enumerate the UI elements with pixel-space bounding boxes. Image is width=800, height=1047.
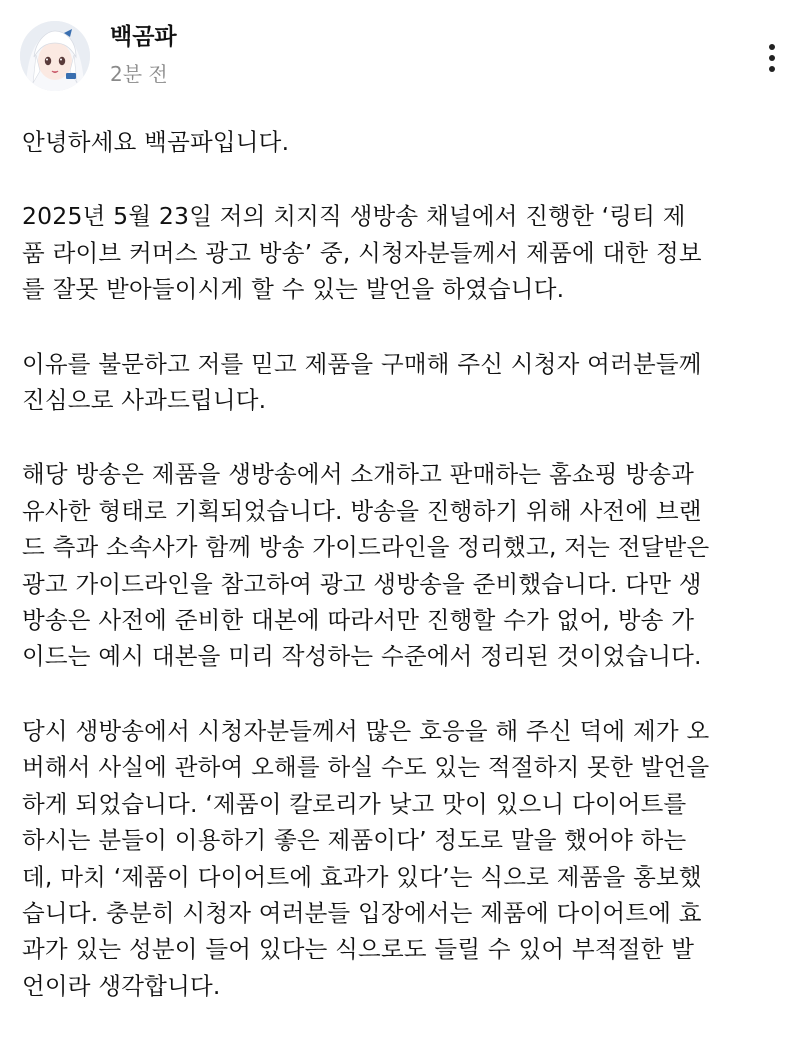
dot [769,44,775,50]
text-line: 2025년 5월 23일 저의 치지직 생방송 채널에서 진행한 ‘링티 제 [22,202,686,231]
dot [769,66,775,72]
text-line: 안녕하세요 백곰파입니다. [22,128,290,156]
text-line: 데, 마치 ‘제품이 다이어트에 효과가 있다’는 식으로 제품을 홍보했 [22,862,702,891]
text-line: 이유를 불문하고 저를 믿고 제품을 구매해 주신 시청자 여러분들께 [22,349,702,378]
avatar-image [20,21,90,91]
paragraph-incident [22,198,784,307]
author-name[interactable]: 백곰파 [110,24,177,50]
text-line: 하시는 분들이 이용하기 좋은 제품이다’ 정도로 말을 했어야 하는 [22,826,687,855]
text-line: 진심으로 사과드립니다. [22,386,267,415]
text-line: 당시 생방송에서 시청자분들께서 많은 호응을 해 주신 덕에 제가 오 [22,716,710,745]
text-line: 버해서 사실에 관하여 오해를 하실 수도 있는 적절하지 못한 발언을 [22,753,710,782]
dot [769,55,775,61]
avatar[interactable] [20,21,90,91]
text-line: 해당 방송은 제품을 생방송에서 소개하고 판매하는 홈쇼핑 방송과 [22,460,695,489]
text-line: 드 측과 소속사가 함께 방송 가이드라인을 정리했고, 저는 전달받은 [22,533,710,562]
text-line: 하게 되었습니다. ‘제품이 칼로리가 낮고 맛이 있으니 다이어트를 [22,789,687,818]
text-line: 품 라이브 커머스 광고 방송’ 중, 시청자분들께서 제품에 대한 정보 [22,238,702,267]
paragraph-greeting [22,124,784,160]
text-line: 습니다. 충분히 시청자 여러분들 입장에서는 제품에 다이어트에 효 [22,898,702,927]
more-vertical-icon[interactable] [758,38,786,78]
text-line: 광고 가이드라인을 참고하여 광고 생방송을 준비했습니다. 다만 생 [22,569,702,598]
text-line: 유사한 형태로 기획되었습니다. 방송을 진행하기 위해 사전에 브랜 [22,496,702,525]
paragraph-apology [22,346,784,419]
paragraph-broadcast-context [22,456,784,674]
text-line: 과가 있는 성분이 들어 있다는 식으로도 들릴 수 있어 부적절한 발 [22,935,695,964]
text-line: 방송은 사전에 준비한 대본에 따라서만 진행할 수가 없어, 방송 가 [22,606,695,635]
post-timestamp: 2분 전 [110,62,168,86]
text-line: 언이라 생각합니다. [22,971,221,1000]
post-header [0,0,800,110]
text-line: 이드는 예시 대본을 미리 작성하는 수준에서 정리된 것이었습니다. [22,642,702,671]
text-line: 를 잘못 받아들이시게 할 수 있는 발언을 하였습니다. [22,275,565,304]
post-body [22,124,784,1042]
paragraph-explanation [22,713,784,1004]
